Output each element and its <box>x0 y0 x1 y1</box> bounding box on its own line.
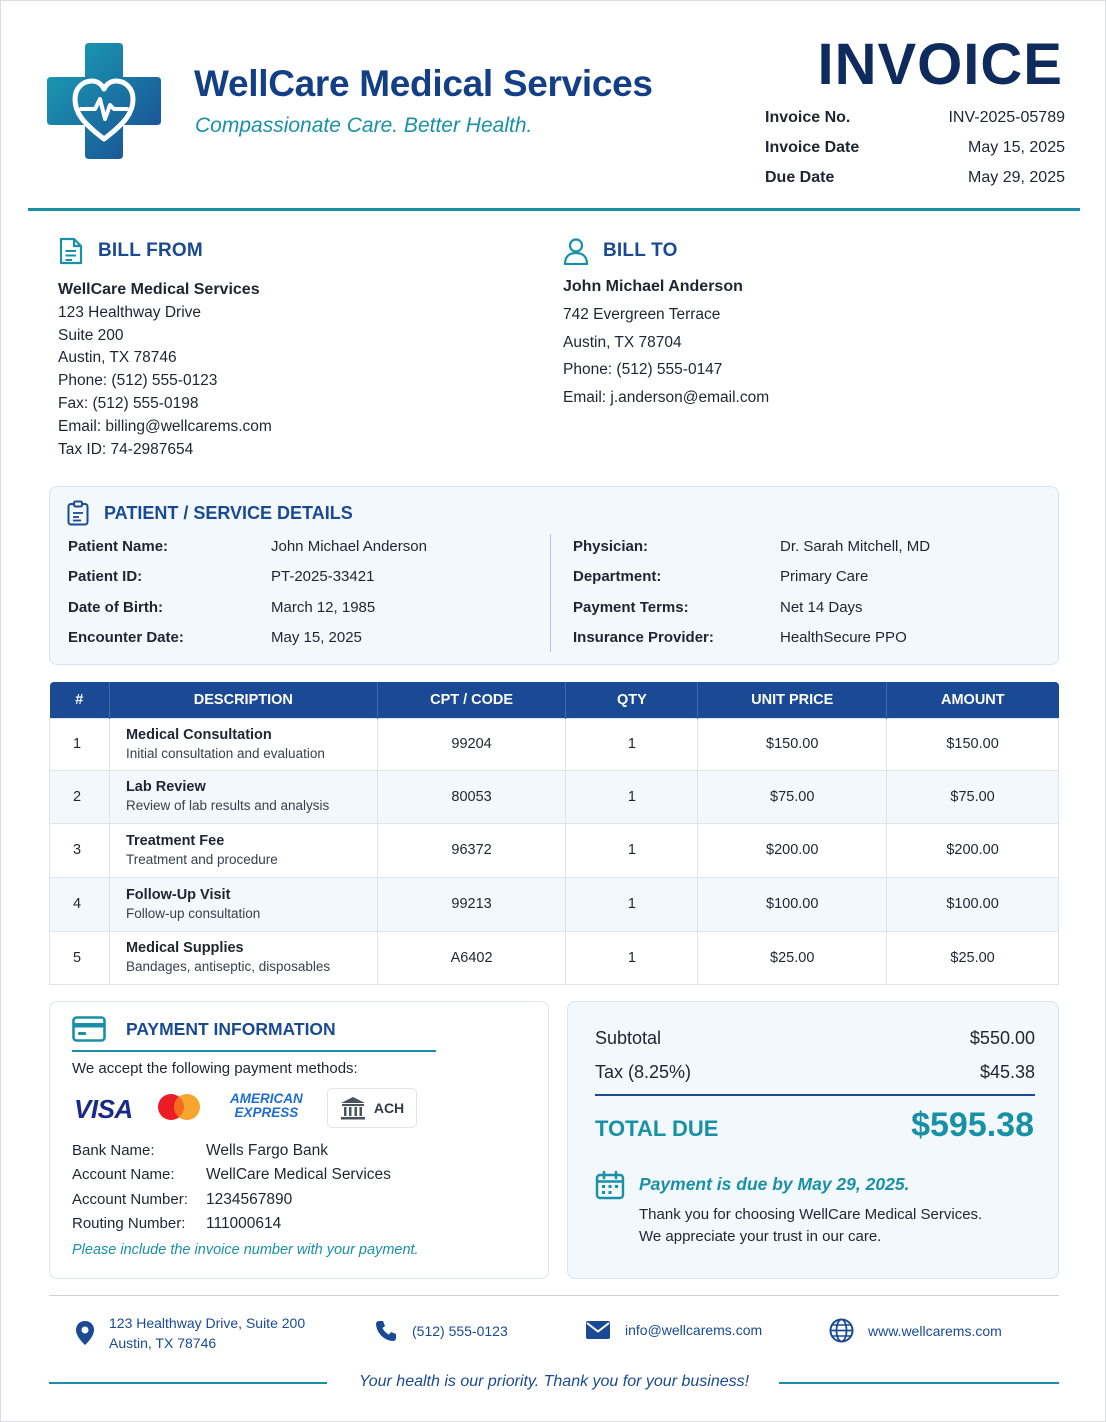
item-code: 99213 <box>377 877 566 931</box>
patient-details-left <box>68 535 538 656</box>
footer-email-address[interactable]: info@wellcarems.com <box>625 1322 763 1338</box>
table-row <box>50 931 1059 984</box>
table-row <box>50 823 1059 877</box>
pd-label: Payment Terms: <box>573 598 689 616</box>
bill-to-email: Email: j.anderson@email.com <box>563 389 770 407</box>
item-unit-price: $75.00 <box>698 770 887 823</box>
item-number: 4 <box>50 877 110 931</box>
bank-name: Wells Fargo Bank <box>206 1142 329 1159</box>
item-title: Medical Supplies <box>125 940 244 956</box>
table-row <box>50 877 1059 931</box>
bill-from-email: Email: billing@wellcarems.com <box>58 417 272 435</box>
patient-details-divider <box>550 534 551 652</box>
table-row <box>50 718 1059 770</box>
item-number: 2 <box>50 770 110 823</box>
tax-value: $45.38 <box>979 1062 1035 1082</box>
item-description <box>109 770 377 823</box>
envelope-icon <box>585 1320 611 1340</box>
ach-badge <box>327 1088 417 1128</box>
item-number: 5 <box>50 931 110 984</box>
footer-tagline: Your health is our priority. Thank you for your business! <box>358 1373 750 1390</box>
column-header: AMOUNT <box>887 682 1059 718</box>
bank-label: Account Number: <box>72 1190 188 1208</box>
item-amount: $100.00 <box>887 877 1059 931</box>
item-unit-price: $100.00 <box>698 877 887 931</box>
company-name: WellCare Medical Services <box>194 63 653 104</box>
column-header: CPT / CODE <box>377 682 566 718</box>
item-description <box>109 823 377 877</box>
bill-from-tax-id: Tax ID: 74-2987654 <box>58 440 194 458</box>
item-code: A6402 <box>377 931 566 984</box>
item-code: 99204 <box>377 718 566 770</box>
item-amount: $200.00 <box>887 823 1059 877</box>
account-name: WellCare Medical Services <box>206 1166 391 1184</box>
item-description <box>109 877 377 931</box>
pd-label: Encounter Date: <box>68 628 184 646</box>
invoice-date-row <box>765 137 1065 167</box>
invoice-number: INV-2025-05789 <box>948 109 1065 126</box>
bank-building-icon <box>340 1096 366 1120</box>
clipboard-icon <box>66 500 90 526</box>
item-title: Treatment Fee <box>125 832 225 849</box>
payment-information-heading: PAYMENT INFORMATION <box>126 1018 336 1039</box>
bill-from-phone: Phone: (512) 555-0123 <box>58 372 218 390</box>
patient-name: John Michael Anderson <box>271 538 427 555</box>
item-qty: 1 <box>566 770 698 823</box>
american-express-logo <box>230 1092 303 1120</box>
meta-label: Invoice No. <box>765 109 851 126</box>
footer-website[interactable] <box>829 1318 1002 1343</box>
user-icon <box>563 237 589 265</box>
invoice-title: INVOICE <box>817 32 1063 97</box>
thank-you-message <box>639 1204 982 1248</box>
line-items-table <box>49 682 1059 985</box>
total-due-value: $595.38 <box>911 1106 1034 1144</box>
footer-address-line-2: Austin, TX 78746 <box>109 1335 217 1351</box>
credit-card-icon <box>72 1016 106 1042</box>
account-number: 1234567890 <box>206 1190 293 1208</box>
bill-from-name: WellCare Medical Services <box>58 281 260 298</box>
footer-website-url[interactable]: www.wellcarems.com <box>868 1322 1002 1339</box>
item-code: 80053 <box>377 770 566 823</box>
company-tagline: Compassionate Care. Better Health. <box>195 114 533 137</box>
bill-from-line: Austin, TX 78746 <box>58 349 177 367</box>
thank-you-line-2: We appreciate your trust in our care. <box>639 1228 882 1245</box>
bill-to-name: John Michael Anderson <box>563 278 743 295</box>
date-of-birth: March 12, 1985 <box>271 598 376 616</box>
pd-label: Department: <box>573 568 662 586</box>
item-description <box>109 931 377 984</box>
item-unit-price: $25.00 <box>698 931 887 984</box>
item-amount: $25.00 <box>887 931 1059 984</box>
total-due-label: TOTAL DUE <box>595 1116 719 1141</box>
item-title: Follow-Up Visit <box>125 886 231 903</box>
payment-due-note: Payment is due by May 29, 2025. <box>639 1174 910 1194</box>
payment-method-logos <box>72 1088 422 1128</box>
meta-label: Due Date <box>765 169 835 186</box>
bill-from-heading: BILL FROM <box>98 239 203 261</box>
item-qty: 1 <box>566 877 698 931</box>
item-code: 96372 <box>377 823 566 877</box>
subtotal-value: $550.00 <box>969 1028 1035 1048</box>
phone-icon <box>374 1319 398 1343</box>
item-qty: 1 <box>566 823 698 877</box>
footer-divider <box>49 1295 1059 1296</box>
bill-to-line: Austin, TX 78704 <box>563 333 682 351</box>
insurance-provider: HealthSecure PPO <box>780 628 907 646</box>
payment-methods-intro: We accept the following payment methods: <box>72 1060 358 1077</box>
mastercard-logo-icon <box>156 1092 202 1122</box>
footer-phone[interactable] <box>374 1319 508 1343</box>
payment-terms: Net 14 Days <box>780 598 863 616</box>
item-qty: 1 <box>566 931 698 984</box>
bill-from-fax: Fax: (512) 555-0198 <box>58 394 199 412</box>
globe-icon <box>829 1318 854 1343</box>
due-date: May 29, 2025 <box>968 169 1065 186</box>
item-subtitle: Treatment and procedure <box>125 851 278 867</box>
table-row <box>50 770 1059 823</box>
column-header: QTY <box>566 682 698 718</box>
item-subtitle: Follow-up consultation <box>125 905 261 921</box>
item-amount: $75.00 <box>887 770 1059 823</box>
item-unit-price: $200.00 <box>698 823 887 877</box>
bank-label: Routing Number: <box>72 1214 186 1232</box>
item-title: Medical Consultation <box>125 726 272 743</box>
bill-to-section <box>563 237 1003 412</box>
column-header: DESCRIPTION <box>109 682 377 718</box>
payment-heading-underline <box>72 1050 436 1052</box>
location-pin-icon <box>75 1320 95 1346</box>
table-header-row <box>50 682 1059 718</box>
visa-logo: VISA <box>74 1094 133 1124</box>
encounter-date: May 15, 2025 <box>271 628 362 646</box>
pd-label: Patient ID: <box>68 568 143 586</box>
item-number: 3 <box>50 823 110 877</box>
routing-number: 111000614 <box>206 1214 282 1232</box>
amex-line-2: EXPRESS <box>234 1105 299 1120</box>
bill-from-line: Suite 200 <box>58 326 124 344</box>
totals-panel <box>567 1001 1059 1279</box>
bank-details <box>72 1140 391 1237</box>
bank-label: Account Name: <box>72 1166 175 1184</box>
bill-to-heading: BILL TO <box>603 240 678 262</box>
pd-label: Date of Birth: <box>68 598 163 616</box>
bill-from-line: 123 Healthway Drive <box>58 303 202 321</box>
item-subtitle: Review of lab results and analysis <box>125 798 330 813</box>
column-header: UNIT PRICE <box>698 682 887 718</box>
invoice-date: May 15, 2025 <box>968 139 1065 156</box>
department: Primary Care <box>780 568 869 586</box>
bill-to-phone: Phone: (512) 555-0147 <box>563 361 723 379</box>
patient-details-panel <box>49 486 1059 665</box>
thank-you-line-1: Thank you for choosing WellCare Medical Services. <box>639 1206 983 1223</box>
bank-label: Bank Name: <box>72 1142 155 1159</box>
patient-id: PT-2025-33421 <box>271 568 375 586</box>
footer-address <box>75 1313 305 1353</box>
subtotal-label: Subtotal <box>595 1028 662 1048</box>
physician: Dr. Sarah Mitchell, MD <box>780 538 931 555</box>
document-icon <box>58 237 84 265</box>
pd-label: Patient Name: <box>68 538 169 555</box>
due-date-row <box>765 167 1065 197</box>
invoice-meta <box>765 107 1065 197</box>
pd-label: Physician: <box>573 538 649 555</box>
payment-note: Please include the invoice number with your payment. <box>72 1242 419 1258</box>
patient-details-heading: PATIENT / SERVICE DETAILS <box>104 502 353 523</box>
subtotal-row <box>595 1028 1035 1049</box>
meta-label: Invoice Date <box>765 139 860 156</box>
amex-line-1: AMERICAN <box>230 1091 303 1106</box>
footer-email[interactable] <box>585 1320 762 1340</box>
tax-label: Tax (8.25%) <box>595 1062 692 1082</box>
item-subtitle: Initial consultation and evaluation <box>125 745 325 761</box>
tax-row <box>595 1062 1035 1083</box>
medical-cross-heart-logo-icon <box>47 43 161 159</box>
pd-label: Insurance Provider: <box>573 628 714 646</box>
calendar-icon <box>595 1170 625 1200</box>
patient-details-right <box>573 535 1043 656</box>
item-amount: $150.00 <box>887 718 1059 770</box>
item-number: 1 <box>50 718 110 770</box>
invoice-number-row <box>765 107 1065 137</box>
footer-address-line-1: 123 Healthway Drive, Suite 200 <box>109 1315 306 1331</box>
totals-divider <box>595 1094 1035 1096</box>
item-qty: 1 <box>566 718 698 770</box>
bill-from-section <box>58 237 488 461</box>
footer-phone-number[interactable]: (512) 555-0123 <box>412 1323 508 1339</box>
ach-label: ACH <box>373 1100 405 1116</box>
header-divider <box>28 208 1080 211</box>
item-subtitle: Bandages, antiseptic, disposables <box>125 959 331 974</box>
bill-to-line: 742 Evergreen Terrace <box>563 305 721 323</box>
item-title: Lab Review <box>125 779 206 795</box>
column-header: # <box>50 682 110 718</box>
item-unit-price: $150.00 <box>698 718 887 770</box>
payment-information-panel <box>49 1001 549 1279</box>
item-description <box>109 718 377 770</box>
